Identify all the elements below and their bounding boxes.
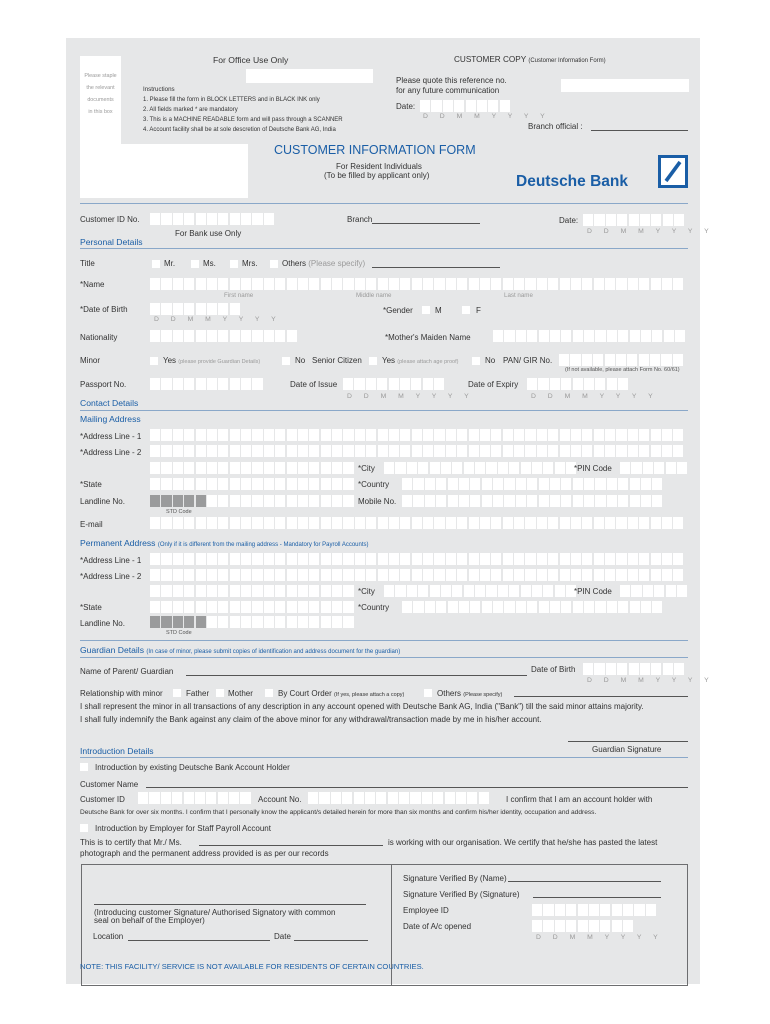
staple-note-line: documents	[87, 97, 114, 103]
dob-label: *Date of Birth	[80, 305, 128, 314]
intro-account-no-field[interactable]	[308, 792, 489, 804]
expiry-date-label: Date of Expiry	[468, 380, 519, 389]
logo-slash-icon	[661, 158, 685, 185]
p-state-field[interactable]	[150, 601, 354, 613]
relationship-others-line[interactable]	[514, 696, 688, 697]
first-name-hint: First name	[224, 292, 254, 299]
dob-field[interactable]	[150, 303, 240, 315]
intro-employer-label: Introduction by Employer for Staff Payroll Account	[95, 824, 271, 833]
customer-copy-label: CUSTOMER COPY (Customer Information Form)	[454, 55, 606, 64]
passport-field[interactable]	[150, 378, 263, 390]
divider	[80, 657, 688, 658]
minor-no-label: No	[295, 356, 306, 365]
introducer-signature-note: (Introducing customer Signature/ Authorised Signatory with common	[94, 908, 336, 917]
pan-field[interactable]	[559, 354, 683, 366]
state-label: *State	[80, 480, 102, 489]
guardian-heading: Guardian Details (In case of minor, please submit copies of identification and address document for the guardian)	[80, 645, 401, 655]
office-date-field[interactable]	[420, 100, 510, 112]
intro-date-label: Date	[274, 932, 291, 941]
mr-checkbox[interactable]	[152, 260, 160, 268]
location-label: Location	[93, 932, 124, 941]
introducer-signature-line[interactable]	[94, 904, 366, 905]
verified-name-label: Signature Verified By (Name)	[403, 874, 507, 883]
office-use-label: For Office Use Only	[213, 55, 289, 65]
quote-ref-line: Please quote this reference no.	[396, 76, 507, 85]
relationship-others-label: Others (Please specify)	[437, 689, 503, 698]
city-field[interactable]	[384, 462, 576, 474]
ac-opened-label: Date of A/c opened	[403, 922, 472, 931]
passport-label: Passport No.	[80, 380, 127, 389]
pin-field[interactable]	[620, 462, 687, 474]
p-address-line1-field[interactable]	[150, 553, 683, 565]
guardian-dob-field[interactable]	[583, 663, 684, 675]
court-order-checkbox[interactable]	[265, 689, 273, 697]
note-text: NOTE: THIS FACILITY/ SERVICE IS NOT AVAILABLE FOR RESIDENTS OF CERTAIN COUNTRIES.	[80, 962, 424, 971]
p-address-line2-label: *Address Line - 2	[80, 572, 142, 581]
customer-id-label: Customer ID No.	[80, 215, 140, 224]
bank-logo	[658, 155, 688, 188]
certify-name-line[interactable]	[199, 845, 383, 846]
ac-opened-field[interactable]	[532, 920, 633, 932]
mobile-label: Mobile No.	[358, 497, 397, 506]
top-date-hint: D D M M Y Y Y Y	[587, 228, 714, 235]
name-field[interactable]	[150, 278, 683, 290]
branch-official-line[interactable]	[591, 130, 688, 131]
intro-customer-name-label: Customer Name	[80, 780, 139, 789]
top-date-field[interactable]	[583, 214, 684, 226]
instruction-item: 1. Please fill the form in BLOCK LETTERS and in BLACK INK only	[143, 97, 320, 103]
form-sheet	[66, 38, 714, 984]
expiry-date-hint: D D M M Y Y Y Y	[531, 393, 658, 400]
intro-customer-id-label: Customer ID	[80, 795, 125, 804]
address-line2-label: *Address Line - 2	[80, 448, 142, 457]
name-label: *Name	[80, 280, 105, 289]
introduction-heading: Introduction Details	[80, 746, 154, 756]
bank-name: Deutsche Bank	[516, 173, 628, 190]
office-date-hint: D D M M Y Y Y Y	[423, 113, 550, 120]
branch-official-label: Branch official :	[528, 122, 583, 131]
photo-box	[80, 144, 248, 198]
minor-yes-checkbox[interactable]	[150, 357, 158, 365]
divider	[80, 757, 688, 758]
p-country-field[interactable]	[402, 601, 662, 613]
issue-date-hint: D D M M Y Y Y Y	[347, 393, 474, 400]
branch-line[interactable]	[372, 223, 480, 224]
intro-account-no-label: Account No.	[258, 795, 302, 804]
ms-label: Ms.	[203, 259, 216, 268]
minor-no-checkbox[interactable]	[282, 357, 290, 365]
intro-customer-id-field[interactable]	[138, 792, 251, 804]
p-address-line1-label: *Address Line - 1	[80, 556, 142, 565]
country-field[interactable]	[402, 478, 662, 490]
email-label: E-mail	[80, 520, 103, 529]
mrs-checkbox[interactable]	[230, 260, 238, 268]
guardian-declaration: I shall represent the minor in all transactions of any description in any account opened with Deutsche Bank AG, India ("Bank") till the said minor attains majority.	[80, 702, 644, 711]
minor-label: Minor	[80, 356, 101, 365]
instruction-item: 3. This is a MACHINE READABLE form and will pass through a SCANNER	[143, 117, 343, 123]
mr-label: Mr.	[164, 259, 176, 268]
reference-no-field[interactable]	[561, 79, 689, 92]
ms-checkbox[interactable]	[191, 260, 199, 268]
p-pin-label: *PIN Code	[574, 587, 612, 596]
landline-field[interactable]	[150, 495, 354, 507]
permanent-address-heading: Permanent Address (Only if it is different from the mailing address - Mandatory for Payroll Accounts)	[80, 538, 369, 548]
country-label: *Country	[358, 480, 390, 489]
certify-text: This is to certify that Mr./ Ms.	[80, 838, 182, 847]
city-field-lead[interactable]	[150, 462, 354, 474]
gender-m-checkbox[interactable]	[422, 306, 430, 314]
senior-no-label: No	[485, 356, 496, 365]
p-address-line2-field[interactable]	[150, 569, 683, 581]
others-title-label: Others (Please specify)	[282, 259, 366, 268]
senior-yes-checkbox[interactable]	[369, 357, 377, 365]
relationship-others-checkbox[interactable]	[424, 689, 432, 697]
staple-box	[80, 56, 121, 157]
last-name-hint: Last name	[504, 292, 533, 299]
state-field[interactable]	[150, 478, 354, 490]
introducer-signature-note: seal on behalf of the Employer)	[94, 916, 205, 925]
staple-note-line: in this box	[88, 109, 113, 115]
intro-date-line[interactable]	[294, 940, 368, 941]
issue-date-label: Date of Issue	[290, 380, 338, 389]
divider	[80, 410, 688, 411]
p-country-label: *Country	[358, 603, 390, 612]
form-subtitle: (To be filled by applicant only)	[324, 171, 430, 180]
employee-id-label: Employee ID	[403, 906, 449, 915]
father-label: Father	[186, 689, 210, 698]
guardian-signature-line[interactable]	[568, 741, 688, 742]
gender-f-checkbox[interactable]	[462, 306, 470, 314]
title-label: Title	[80, 259, 95, 268]
employee-id-field[interactable]	[532, 904, 656, 916]
middle-name-hint: Middle name	[356, 292, 392, 299]
mother-label: Mother	[228, 689, 253, 698]
instruction-item: 2. All fields marked * are mandatory	[143, 107, 238, 113]
p-state-label: *State	[80, 603, 102, 612]
guardian-signature-label: Guardian Signature	[592, 745, 662, 754]
mobile-field[interactable]	[402, 495, 662, 507]
guardian-declaration: I shall fully indemnify the Bank against any claim of the above minor for any withdrawal/transaction made by me in his/her account.	[80, 715, 542, 724]
divider	[80, 248, 688, 249]
instruction-item: 4. Account facility shall be at sole descretion of Deutsche Bank AG, India	[143, 127, 336, 133]
bank-use-label: For Bank use Only	[175, 229, 242, 238]
std-code-hint: STD Code	[166, 509, 192, 515]
nationality-field[interactable]	[150, 330, 297, 342]
email-field[interactable]	[150, 517, 683, 529]
mailing-address-heading: Mailing Address	[80, 414, 141, 424]
instructions-title: Instructions	[143, 86, 175, 93]
intro-existing-checkbox[interactable]	[80, 763, 88, 771]
verified-signature-line[interactable]	[533, 897, 661, 898]
p-city-field[interactable]	[384, 585, 576, 597]
pin-label: *PIN Code	[574, 464, 612, 473]
divider	[80, 640, 688, 641]
others-title-checkbox[interactable]	[270, 260, 278, 268]
minor-yes-label: Yes (please provide Guardian Details)	[163, 356, 261, 365]
form-subtitle: For Resident Individuals	[336, 162, 422, 171]
intro-customer-name-line[interactable]	[146, 787, 688, 788]
p-city-field-lead[interactable]	[150, 585, 354, 597]
top-date-label: Date:	[559, 216, 579, 225]
certify-text: photograph and the permanent address provided is as per our records	[80, 849, 329, 858]
personal-details-heading: Personal Details	[80, 237, 143, 247]
divider	[80, 203, 688, 204]
p-std-code-hint: STD Code	[166, 630, 192, 636]
customer-id-field[interactable]	[150, 213, 274, 225]
staple-note-line: the relevant	[86, 85, 115, 91]
maiden-name-field[interactable]	[493, 330, 685, 342]
p-landline-label: Landline No.	[80, 619, 125, 628]
pan-hint: (If not available, please attach Form No. 60/61)	[565, 367, 680, 373]
location-line[interactable]	[128, 940, 270, 941]
gender-label: *Gender	[383, 306, 413, 315]
senior-no-checkbox[interactable]	[472, 357, 480, 365]
landline-label: Landline No.	[80, 497, 125, 506]
others-title-line[interactable]	[372, 267, 500, 268]
p-city-label: *City	[358, 587, 375, 596]
guardian-name-label: Name of Parent/ Guardian	[80, 667, 174, 676]
father-checkbox[interactable]	[173, 689, 181, 697]
ac-opened-hint: D D M M Y Y Y Y	[536, 934, 663, 941]
mrs-label: Mrs.	[242, 259, 258, 268]
intro-confirm-text: Deutsche Bank for over six months. I confirm that I personally know the applicant/s detailed herein for more than six months and confirm his/her identity, occupation and address.	[80, 809, 597, 816]
city-label: *City	[358, 464, 375, 473]
p-landline-field[interactable]	[150, 616, 354, 628]
maiden-name-label: *Mother's Maiden Name	[385, 333, 471, 342]
senior-label: Senior Citizen	[312, 356, 362, 365]
pan-label: PAN/ GIR No.	[503, 356, 553, 365]
guardian-dob-label: Date of Birth	[531, 665, 576, 674]
staple-note-line: Please staple	[84, 73, 117, 79]
mother-checkbox[interactable]	[216, 689, 224, 697]
branch-label: Branch	[347, 215, 373, 224]
office-ref-field[interactable]	[246, 69, 373, 83]
guardian-dob-hint: D D M M Y Y Y Y	[587, 677, 714, 684]
gender-m-label: M	[435, 306, 442, 315]
expiry-date-field[interactable]	[527, 378, 628, 390]
quote-ref-line: for any future communication	[396, 86, 500, 95]
senior-yes-label: Yes (please attach age proof)	[382, 356, 459, 365]
address-line2-field[interactable]	[150, 445, 683, 457]
contact-details-heading: Contact Details	[80, 398, 139, 408]
p-pin-field[interactable]	[620, 585, 687, 597]
court-order-label: By Court Order (If yes, please attach a copy)	[278, 689, 405, 698]
intro-existing-label: Introduction by existing Deutsche Bank Account Holder	[95, 763, 290, 772]
form-title: CUSTOMER INFORMATION FORM	[274, 143, 476, 157]
issue-date-field[interactable]	[343, 378, 444, 390]
address-line1-field[interactable]	[150, 429, 683, 441]
address-line1-label: *Address Line - 1	[80, 432, 142, 441]
verified-name-line[interactable]	[508, 881, 661, 882]
gender-f-label: F	[476, 306, 481, 315]
intro-confirm-text: I confirm that I am an account holder with	[506, 795, 653, 804]
dob-hint: D D M M Y Y Y Y	[154, 316, 281, 323]
guardian-name-line[interactable]	[186, 675, 527, 676]
intro-employer-checkbox[interactable]	[80, 824, 88, 832]
nationality-label: Nationality	[80, 333, 118, 342]
relationship-label: Relationship with minor	[80, 689, 163, 698]
office-date-label: Date:	[396, 102, 416, 111]
verified-signature-label: Signature Verified By (Signature)	[403, 890, 520, 899]
certify-text: is working with our organisation. We certify that he/she has pasted the latest	[388, 838, 658, 847]
